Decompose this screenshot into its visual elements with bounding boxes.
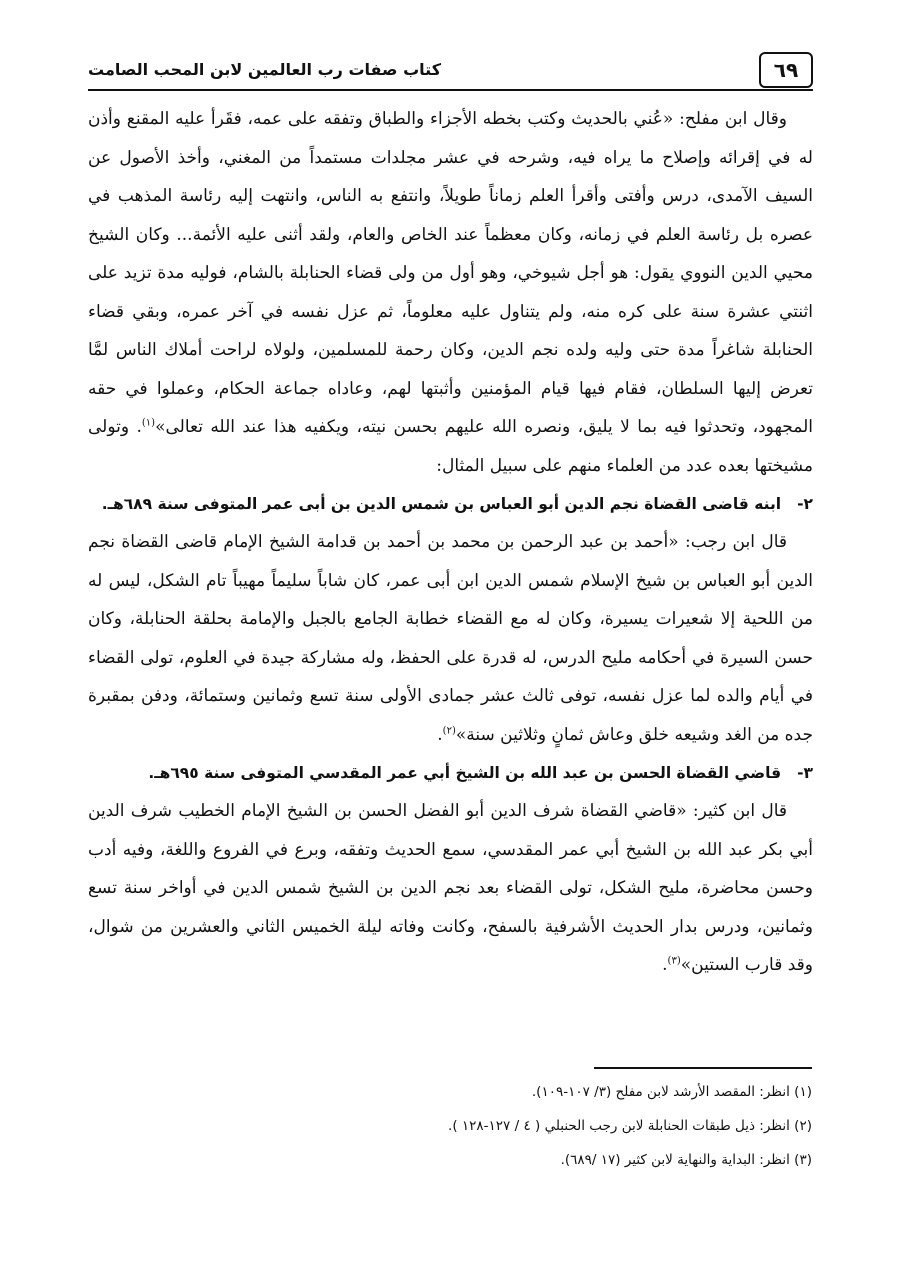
footnote-ref-2[interactable]: (٢) [442,724,456,736]
footnote-1: (١) انظر: المقصد الأرشد لابن مفلح (٣/ ١٠٧-١٠٩). [531,1084,812,1100]
header-rule [88,89,813,91]
paragraph-ibn-rajab: قال ابن رجب: «أحمد بن عبد الرحمن بن محمد بن أحمد بن قدامة الشيخ الإمام قاضى القضاة نجم الدين أبو العباس بن شيخ الإسلام شمس الدين ابن أبى عمر، كان شاباً سليماً مهيباً تام الشكل، ليس له من اللحية إلا شعيرات يسيرة، وكان له مع القضاء خطابة الجامع بالجبل والإمامة بحلقة الحنابلة، وكان حسن السيرة في أحكامه مليح الدرس، له قدرة على الحفظ، وله مشاركة جيدة في العلوم، تولى القضاء في أيام والده لما عزل نفسه، توفى ثالث عشر جمادى الأولى سنة تسع وثمانين وستمائة، ودفن بمقبرة جده من الغد وشيعه خلق وعاش ثمانٍ وثلاثين سنة»$^{(٢)}$. [88,532,813,745]
heading-number: ٢- [797,495,813,513]
footnote-ref-1[interactable]: (١) [141,417,156,429]
heading-number: ٣- [797,764,813,782]
running-title: كتاب صفات رب العالمين لابن المحب الصامت [88,60,442,79]
paragraph-ibn-kathir: قال ابن كثير: «قاضي القضاة شرف الدين أبو الفضل الحسن بن الشيخ الإمام الخطيب شرف الدين أبي بكر عبد الله بن الشيخ أبي عمر المقدسي، سمع الحديث وتفقه، وبرع في الفروع واللغة، وفيه أدب وحسن محاضرة، مليح الشكل، تولى القضاء بعد نجم الدين بن الشيخ شمس الدين في أواخر سنة تسع وثمانين، ودرس بدار الحديث الأشرفية بالسفح، وكانت وفاته ليلة الخميس الثاني والعشرين من شوال، وقد قارب الستين»$^{(٣)}$. [88,801,813,975]
section-heading-2: ٢-ابنه قاضى القضاة نجم الدين أبو العباس بن شمس الدين بن أبى عمر المتوفى سنة ٦٨٩هـ. [88,487,813,521]
footnotes [212,1075,812,1177]
page-header [88,52,813,92]
section-heading-3: ٣-قاضي القضاة الحسن بن عبد الله بن الشيخ أبي عمر المقدسي المتوفى سنة ٦٩٥هـ. [88,756,813,790]
footnote-2: (٢) انظر: ذيل طبقات الحنابلة لابن رجب الحنبلي ( ٤ / ١٢٧-١٢٨ ). [448,1118,812,1134]
footnote-separator [594,1067,812,1069]
footnote-ref-3[interactable]: (٣) [667,955,681,967]
paragraph-ibn-muflih: وقال ابن مفلح: «عُني بالحديث وكتب بخطه الأجزاء والطباق وتفقه على عمه، فقَرأ عليه المقنع وأذن له في إقرائه وإصلاح ما يراه فيه، وشرحه في عشر مجلدات مستمداً من المغني، وأخذ الأصول عن السيف الآمدى، درس وأفتى وأقرأ العلم زماناً طويلاً، وانتفع به الناس، وانتهت إليه رئاسة المذهب في عصره بل رئاسة العلم في زمانه، وكان معظماً عند الخاص والعام، ولقد أثنى عليه الأئمة... وكان الشيخ محيي الدين النووي يقول: هو أجل شيوخي، وهو أول من ولى قضاء الحنابلة بالشام، فوليه مدة تزيد على اثنتي عشرة سنة على كره منه، ولم يتناول عليه معلوماً، ثم عزل نفسه في آخر عمره، وبقي قضاء الحنابلة شاغراً مدة حتى وليه ولده نجم الدين، وكان رحمة للمسلمين، ولولاه لراحت أملاك الناس لمَّا تعرض إليها السلطان، فقام فيها قيام المؤمنين وأثبتها لهم، وعاداه جماعة الحكام، وعملوا في حقه المجهود، وتحدثوا فيه بما لا يليق، ونصره الله عليهم بحسن نيته، ويكفيه هذا عند الله تعالى»$^{(١)}$. وتولى مشيختها بعده عدد من العلماء منهم على سبيل المثال: [88,109,813,476]
footnote-3: (٣) انظر: البداية والنهاية لابن كثير (١٧ /٦٨٩). [560,1152,812,1168]
body-text [88,100,813,985]
page-number: ٦٩ [759,52,813,88]
